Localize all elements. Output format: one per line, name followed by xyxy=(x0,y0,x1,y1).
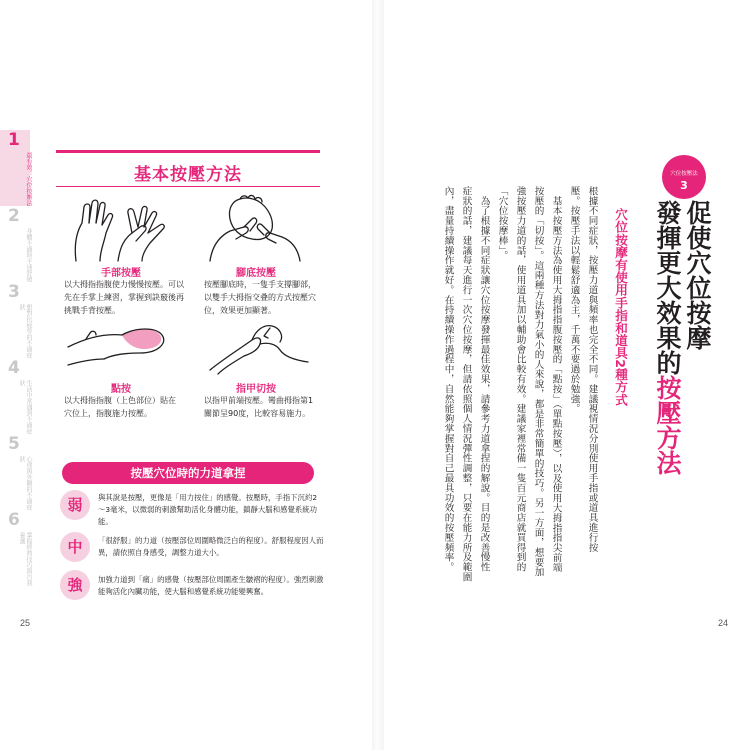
nail-press-illustration xyxy=(204,320,314,376)
tab-number: 3 xyxy=(8,282,20,302)
chapter-label: 穴位按壓法 xyxy=(670,171,698,177)
sidebar-tab-3[interactable] xyxy=(0,282,30,358)
body-column-3: 基本按壓方法為使用大拇指指腹按壓的「點按」（單點按壓），以及使用大拇指指尖前端 xyxy=(550,186,562,573)
level-strong-text: 加強力道到「痛」的感覺（按壓部位周圍產生皺褶的程度）。強烈刺激能夠活化內臟功能，使大腦和感覺系統功能變興奮。 xyxy=(98,575,324,596)
method-name-nail: 指甲切按 xyxy=(236,384,276,395)
tab-number: 5 xyxy=(8,434,20,454)
strength-heading: 按壓穴位時的力道拿捏 xyxy=(62,462,314,484)
body-column-5: 強按壓力道的話，使用道具加以輔助會比較有效。建議家裡常備一隻百元商店就買得到的 xyxy=(514,186,526,573)
page-number-right: 24 xyxy=(718,618,729,628)
chapter-badge xyxy=(662,155,706,199)
sidebar-tab-2[interactable] xyxy=(0,206,30,282)
method-desc-hand: 以大拇指指腹使力慢慢按壓。可以先在手掌上練習，掌握到訣竅後再挑戰手背按壓。 xyxy=(64,280,184,315)
level-strong-badge: 強 xyxy=(60,570,90,600)
level-medium-text: 「很舒服」的力道（按壓部位周圍略微泛白的程度）。舒服程度因人而異，請依照自身感受，調整力道大小。 xyxy=(98,536,324,557)
page-subtitle: 穴位按摩有使用手指和道具2種方式 xyxy=(613,208,628,406)
tab-number: 2 xyxy=(8,206,20,226)
chapter-sidebar xyxy=(0,130,30,586)
method-name-point: 點按 xyxy=(111,384,131,395)
level-medium-badge: 中 xyxy=(60,532,90,562)
tab-label: 身體不適時平速舒緩 xyxy=(25,228,32,282)
sidebar-tab-5[interactable] xyxy=(0,434,30,510)
page-gutter xyxy=(372,0,384,750)
card-title: 基本按壓方法 xyxy=(134,165,242,185)
chapter-number: 3 xyxy=(680,179,688,192)
tab-label: 掌握經典技巧與自我養護 xyxy=(18,532,32,586)
sidebar-tab-6[interactable] xyxy=(0,510,30,586)
page-number-left: 25 xyxy=(20,618,31,628)
level-weak-badge: 弱 xyxy=(60,490,90,520)
body-column-8: 症狀的話，建議每天進行一次穴位按摩，但請依照個人情況彈性調整，只要在能力所及範圍 xyxy=(460,186,472,582)
level-weak-text: 與其說是按壓，更像是「用力按住」的感覺。按壓時，手指下沉約2～3毫米，以微弱的刺激幫助活化身體功能，鎮靜大腦和感覺系統功能。 xyxy=(98,493,318,526)
tab-number: 1 xyxy=(8,130,20,150)
title-part-2: 發揮更大效果的 xyxy=(653,200,682,375)
method-name-foot: 腳底按壓 xyxy=(236,268,276,279)
point-press-illustration xyxy=(64,325,180,375)
tab-label: 想對抗疲勞的不適症狀 xyxy=(18,304,32,358)
body-column-6: 「穴位按摩棒」。 xyxy=(496,186,508,261)
tab-label: 心理與外觀的不適症狀 xyxy=(18,456,32,510)
title-part-1: 促使穴位按摩 xyxy=(683,200,712,350)
sidebar-tab-1[interactable] xyxy=(0,130,30,206)
sidebar-tab-4[interactable] xyxy=(0,358,30,434)
tab-label: 最有效！穴位按壓法 xyxy=(25,152,32,206)
body-column-1: 根據不同症狀，按壓力道與頻率也完全不同。建議視情況分別使用手指或道具進行按 xyxy=(586,186,598,553)
hand-press-illustration xyxy=(66,193,176,263)
method-desc-nail: 以指甲前端按壓。彎曲拇指第1關節呈90度，比較容易施力。 xyxy=(204,396,314,418)
card-title-rule xyxy=(56,186,320,187)
foot-press-illustration xyxy=(200,193,312,263)
body-column-2: 壓。按壓手法以輕鬆舒適為主，千萬不要過於勉強。 xyxy=(568,186,580,414)
tab-number: 4 xyxy=(8,358,20,378)
method-name-hand: 手部按壓 xyxy=(101,268,141,279)
body-column-7: 為了根據不同症狀讓穴位按摩發揮最佳效果，請參考力道拿捏的解說。目的是改善慢性 xyxy=(478,186,490,573)
body-column-9: 內，盡量持續操作就好。在持續操作過程中，自然能夠掌握對自己最具功效的按壓頻率。 xyxy=(442,186,454,573)
card-top-rule xyxy=(56,150,320,153)
method-desc-point: 以大拇指指腹（上色部位）貼在穴位上，指腹施力按壓。 xyxy=(64,396,176,418)
tab-number: 6 xyxy=(8,510,20,530)
page-title xyxy=(652,200,712,520)
method-desc-foot: 按壓腳底時，一隻手支撐腳部，以雙手大拇指交叠的方式按壓穴位，效果更加顯著。 xyxy=(204,280,316,315)
tab-label: 生活中常遇到不適症狀 xyxy=(18,380,32,434)
body-column-4: 按壓的「切按」。這兩種方法對力氣小的人來說，都是非常簡單的技巧。另一方面，想要加 xyxy=(532,186,544,578)
title-accent: 按壓方法 xyxy=(653,375,682,475)
